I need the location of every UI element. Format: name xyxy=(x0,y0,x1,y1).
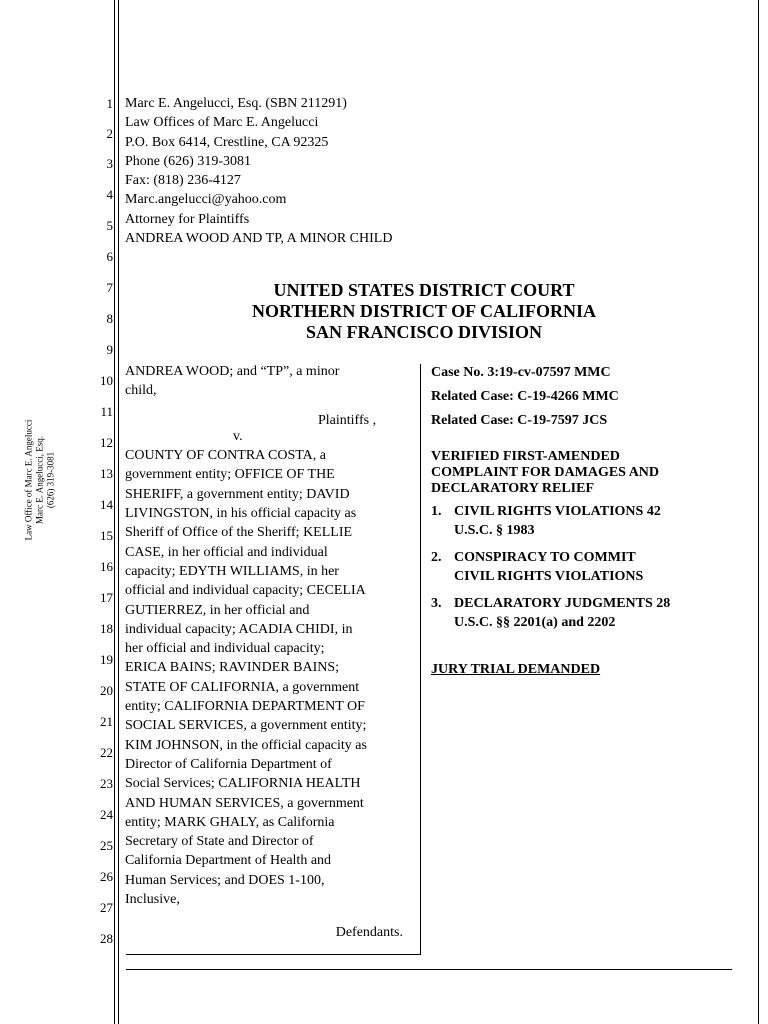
defendant-line: CASE, in her official and individual xyxy=(125,544,328,560)
attorney-line: Marc E. Angelucci, Esq. (SBN 211291) xyxy=(125,96,347,111)
line-number: 23 xyxy=(100,776,113,791)
counts-list xyxy=(420,502,712,632)
attorney-block xyxy=(125,94,392,248)
complaint-title xyxy=(420,449,712,497)
line-number: 26 xyxy=(100,869,113,884)
count-number: 3. xyxy=(431,596,442,611)
count-line: DECLARATORY JUDGMENTS 28 xyxy=(454,596,671,611)
line-number: 9 xyxy=(106,342,113,357)
count-item xyxy=(431,594,712,632)
caption-divider-horizontal xyxy=(126,954,421,955)
line-number: 1 xyxy=(106,96,113,111)
defendant-line: GUTIERREZ, in her official and xyxy=(125,602,310,618)
line-number: 21 xyxy=(100,714,113,729)
defendant-line: COUNTY OF CONTRA COSTA, a xyxy=(125,448,326,464)
line-number: 14 xyxy=(100,497,113,512)
line-number: 17 xyxy=(100,590,113,605)
line-numbers xyxy=(0,0,113,1024)
complaint-title-line: COMPLAINT FOR DAMAGES AND xyxy=(431,465,660,480)
defendant-line: AND HUMAN SERVICES, a government xyxy=(125,795,364,811)
defendant-line: entity; MARK GHALY, as California xyxy=(125,814,335,830)
line-number: 8 xyxy=(106,311,113,326)
complaint-title-line: DECLARATORY RELIEF xyxy=(431,481,594,496)
defendant-line: Secretary of State and Director of xyxy=(125,834,314,850)
count-line: CIVIL RIGHTS VIOLATIONS 42 xyxy=(454,504,661,519)
count-number: 1. xyxy=(431,504,442,519)
defendant-line: Sheriff of Office of the Sheriff; KELLIE xyxy=(125,525,353,541)
line-number: 22 xyxy=(100,745,113,760)
plaintiff-line: ANDREA WOOD; and “TP”, a minor xyxy=(125,364,340,379)
defendant-line: Social Services; CALIFORNIA HEALTH xyxy=(125,776,361,792)
margin-line-outer xyxy=(114,0,115,1024)
defendant-line: SOCIAL SERVICES, a government entity; xyxy=(125,718,367,734)
line-number: 7 xyxy=(106,280,113,295)
line-number: 25 xyxy=(100,838,113,853)
versus-label: v. xyxy=(233,428,243,444)
plaintiff-line: child, xyxy=(125,383,157,399)
attorney-line: Fax: (818) 236-4127 xyxy=(125,173,241,189)
jury-demand: JURY TRIAL DEMANDED xyxy=(431,662,601,677)
defendant-line: entity; CALIFORNIA DEPARTMENT OF xyxy=(125,699,365,715)
attorney-line: ANDREA WOOD AND TP, A MINOR CHILD xyxy=(125,231,393,247)
attorney-line: Phone (626) 319-3081 xyxy=(125,153,251,169)
line-number: 11 xyxy=(100,404,113,419)
defendant-line: government entity; OFFICE OF THE xyxy=(125,467,335,483)
defendant-line: Human Services; and DOES 1-100, xyxy=(125,872,325,888)
count-line: U.S.C. §§ 2201(a) and 2202 xyxy=(454,615,616,630)
defendant-line: KIM JOHNSON, in the official capacity as xyxy=(125,737,367,753)
defendant-line: individual capacity; ACADIA CHIDI, in xyxy=(125,621,353,637)
court-line-3: SAN FRANCISCO DIVISION xyxy=(305,322,543,342)
line-number: 3 xyxy=(106,156,113,171)
related-case-1: Related Case: C-19-4266 MMC xyxy=(431,389,619,404)
count-item xyxy=(431,502,712,540)
count-line: U.S.C. § 1983 xyxy=(454,523,535,538)
caption-parties xyxy=(125,362,415,943)
line-number: 12 xyxy=(100,435,113,450)
defendants-label: Defendants. xyxy=(335,925,403,941)
line-number: 4 xyxy=(106,187,113,202)
footer-rule xyxy=(126,969,732,970)
complaint-title-line: VERIFIED FIRST-AMENDED xyxy=(431,449,620,464)
count-line: CIVIL RIGHTS VIOLATIONS xyxy=(454,569,644,584)
count-number: 2. xyxy=(431,550,442,565)
sidebar-line-3: (626) 319-3081 xyxy=(45,451,56,509)
line-number: 6 xyxy=(106,249,113,264)
line-number: 19 xyxy=(100,652,113,667)
related-case-2: Related Case: C-19-7597 JCS xyxy=(431,413,608,428)
defendant-line: Director of California Department of xyxy=(125,756,332,772)
line-number: 2 xyxy=(106,126,113,141)
defendant-line: her official and individual capacity; xyxy=(125,641,325,657)
defendant-line: LIVINGSTON, in his official capacity as xyxy=(125,506,357,522)
sidebar-line-2: Marc E. Angelucci, Esq. xyxy=(34,436,45,524)
line-number: 15 xyxy=(100,528,113,543)
defendant-line: ERICA BAINS; RAVINDER BAINS; xyxy=(125,660,340,676)
line-number: 24 xyxy=(100,807,113,822)
court-line-1: UNITED STATES DISTRICT COURT xyxy=(273,280,575,300)
attorney-line: Attorney for Plaintiffs xyxy=(125,211,250,227)
line-number: 13 xyxy=(100,466,113,481)
line-number: 20 xyxy=(100,683,113,698)
margin-line-inner xyxy=(118,0,119,1024)
count-line: CONSPIRACY TO COMMIT xyxy=(454,550,636,565)
line-number: 5 xyxy=(106,218,113,233)
line-number: 27 xyxy=(100,900,113,915)
line-number: 28 xyxy=(100,931,113,946)
line-number: 16 xyxy=(100,559,113,574)
plaintiffs-label: Plaintiffs , xyxy=(318,412,377,428)
line-number: 18 xyxy=(100,621,113,636)
defendant-line: SHERIFF, a government entity; DAVID xyxy=(125,486,350,502)
line-number: 10 xyxy=(100,373,113,388)
defendant-line: capacity; EDYTH WILLIAMS, in her xyxy=(125,563,339,579)
court-title xyxy=(124,280,724,343)
attorney-line: Marc.angelucci@yahoo.com xyxy=(125,192,287,208)
margin-line-right xyxy=(758,0,759,1024)
court-line-2: NORTHERN DISTRICT OF CALIFORNIA xyxy=(252,301,596,321)
attorney-line: Law Offices of Marc E. Angelucci xyxy=(125,115,319,131)
count-item xyxy=(431,548,712,586)
defendant-line: STATE OF CALIFORNIA, a government xyxy=(125,679,360,695)
defendant-line: official and individual capacity; CECELIA xyxy=(125,583,366,599)
case-number: Case No. 3:19-cv-07597 MMC xyxy=(431,365,611,380)
case-info-panel xyxy=(420,361,712,678)
defendant-line: Inclusive, xyxy=(125,892,180,908)
sidebar-line-1: Law Office of Marc E. Angelucci xyxy=(23,419,34,541)
attorney-line: P.O. Box 6414, Crestline, CA 92325 xyxy=(125,134,329,150)
defendant-line: California Department of Health and xyxy=(125,853,332,869)
